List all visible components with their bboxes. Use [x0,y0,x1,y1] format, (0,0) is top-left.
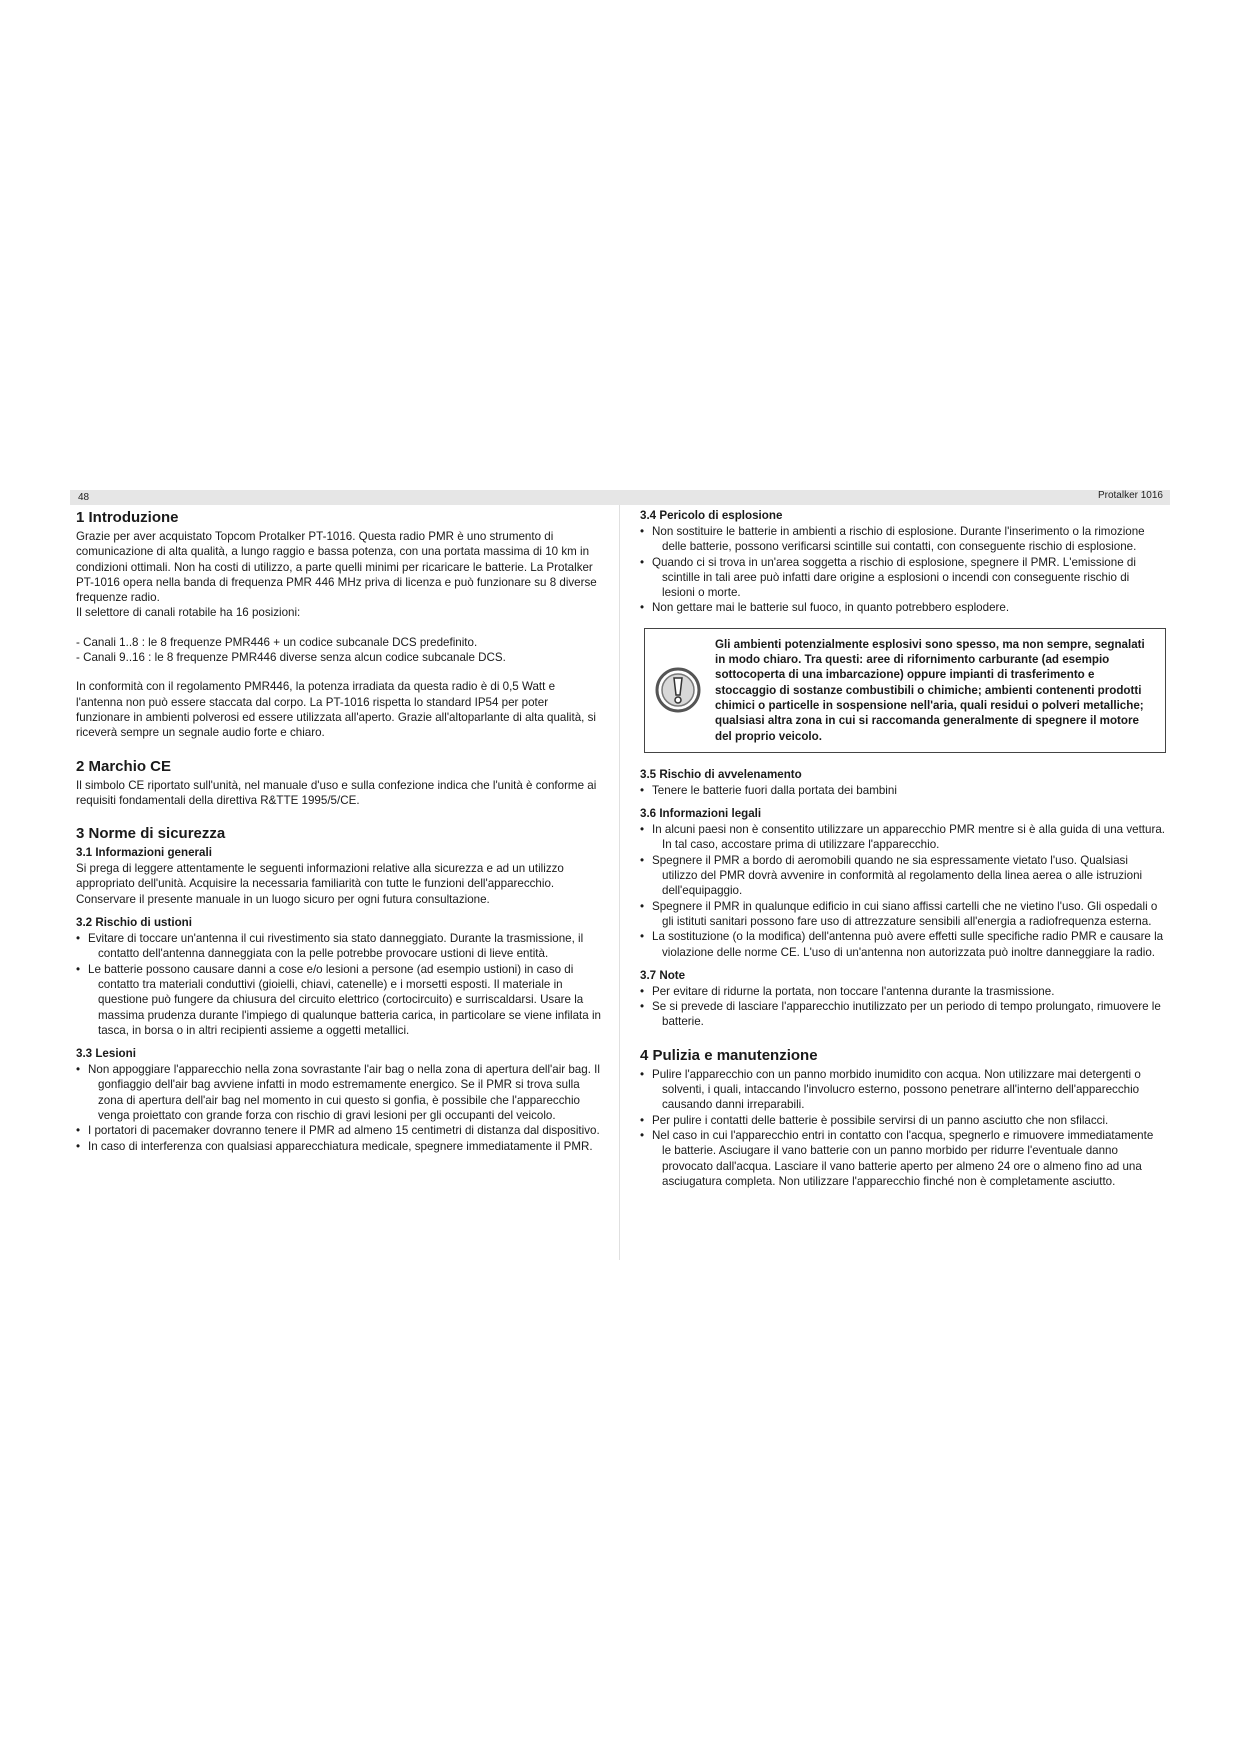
page-number: 48 [78,492,90,503]
left-column [76,508,601,1154]
list-item: • Spegnere il PMR a bordo di aeromobili quando ne sia espressamente vietato l'uso. Qualsiasi utilizzo del PMR dovrà avvenire in conformità al regolamento della linea aerea o alle istruzioni dell'equipaggio. [640,853,1143,898]
list-item: • Le batterie possono causare danni a cose e/o lesioni a persone (ad esempio ustioni) in caso di contatto tra materiali conduttivi (gioielli, chiavi, catenelle) e i morsetti esposti. Il materiale in questione può fungere da chiusura del circuito elettrico (cortocircuito) e surriscaldarsi. Usare la massima prudenza durante l'impiego di qualunque batteria carica, in particolare se viene infilata in tasca, in borsa o in altri recipienti assieme a oggetti metallici. [76,962,601,1037]
intro-paragraph-2: Il selettore di canali rotabile ha 16 posizioni: [76,606,301,620]
subsection-title-informazioni-generali: 3.1 Informazioni generali [76,846,212,860]
general-info-paragraph: Si prega di leggere attentamente le seguenti informazioni relative alla sicurezza e ad un utilizzo appropriato dell'unità. Acquisire la necessaria familiarità con tutte le funzioni dell'apparecchio. Conservare il presente manuale in un luogo sicuro per ogni futura consultazione. [76,862,564,906]
list-item: • Non sostituire le batterie in ambienti a rischio di esplosione. Durante l'inserimento o la rimozione delle batterie, possono verificarsi scintille sui contatti, con conseguente rischio di esplosione. [640,525,1145,554]
list-item: • Non gettare mai le batterie sul fuoco, in quanto potrebbero esplodere. [640,601,1010,615]
page-header-bar [70,490,1170,505]
section-title-marchio-ce: 2 Marchio CE [76,757,172,775]
list-item: • Per pulire i contatti delle batterie è possibile servirsi di un panno asciutto che non sfilacci. [640,1113,1109,1127]
list-item: • Nel caso in cui l'apparecchio entri in contatto con l'acqua, spegnerlo e rimuovere immediatamente le batterie. Asciugare il vano batterie con un panno morbido per ridurre l'eventuale danno provocato dall'acqua. Lasciare il vano batterie aperto per almeno 24 ore o almeno fino ad una asciugatura completa. Non utilizzare l'apparecchio finché non è completamente asciutto. [640,1128,1154,1188]
exclamation-warning-icon [655,664,701,716]
list-item: • La sostituzione (o la modifica) dell'antenna può avere effetti sulle specifiche radio PMR e causare la violazione delle norme CE. L'uso di un'antenna non autorizzata può inoltre danneggiare la radio. [640,930,1164,959]
list-item: • In alcuni paesi non è consentito utilizzare un apparecchio PMR mentre si è alla guida di una vettura. In tal caso, accostare prima di utilizzare l'apparecchio. [640,823,1166,852]
list-item: • Non appoggiare l'apparecchio nella zona sovrastante l'air bag o nella zona di apertura dell'air bag. Il gonfiaggio dell'air bag avviene infatti in modo estremamente energico. Se il PMR si trova sulla zona di apertura dell'air bag nel momento in cui questo si gonfia, è possibile che l'apparecchio venga proiettato con grande forza con rischio di gravi lesioni per gli occupanti del veicolo. [76,1063,600,1123]
section-title-introduzione: 1 Introduzione [76,509,179,526]
subsection-title-avvelenamento: 3.5 Rischio di avvelenamento [640,767,802,781]
section-title-norme-sicurezza: 3 Norme di sicurezza [76,825,226,843]
intro-paragraph-3: In conformità con il regolamento PMR446, la potenza irradiata da questa radio è di 0,5 Watt e l'antenna non può essere staccata dal corpo. La PT-1016 rispetta lo standard IP54 per poter funzionare in ambienti polverosi ed essere utilizzata all'aperto. Grazie all'altoparlante di alta qualità, si riceverà sempre un segnale audio forte e chiaro. [76,680,596,740]
list-item: • I portatori di pacemaker dovranno tenere il PMR ad almeno 15 centimetri di distanza dal dispositivo. [76,1124,600,1138]
warning-text: Gli ambienti potenzialmente esplosivi sono spesso, ma non sempre, segnalati in modo chiaro. Tra questi: aree di rifornimento carburante (ad esempio sottocoperta di una imbarcazione) oppure impianti di trasferimento e stoccaggio di sostanze combustibili o chimiche; ambienti contenenti prodotti chimici o particelle in sospensione nell'aria, quali residui o polveri metalliche; qualsiasi altra zona in cui si raccomanda generalmente di spegnere il motore del proprio veicolo. [715,637,1145,743]
channel-line-1: - Canali 1..8 : le 8 frequenze PMR446 + un codice subcanale DCS predefinito. [76,635,478,649]
list-item: • Se si prevede di lasciare l'apparecchio inutilizzato per un periodo di tempo prolungato, rimuovere le batterie. [640,1000,1161,1029]
subsection-title-pericolo-esplosione: 3.4 Pericolo di esplosione [640,509,783,522]
running-title: Protalker 1016 [1097,490,1163,501]
ce-paragraph: Il simbolo CE riportato sull'unità, nel manuale d'uso e sulla confezione indica che l'unità è conforme ai requisiti fondamentali della direttiva R&TTE 1995/5/CE. [76,778,597,807]
warning-box [644,628,1166,753]
subsection-title-rischio-ustioni: 3.2 Rischio di ustioni [76,916,192,930]
list-item: • Spegnere il PMR in qualunque edificio in cui siano affissi cartelli che ne vietino l'uso. Gli ospedali o gli istituti sanitari possono fare uso di attrezzature sensibili all'energia a radiofrequenza esterna. [640,899,1158,928]
channel-line-2: - Canali 9..16 : le 8 frequenze PMR446 diverse senza alcun codice subcanale DCS. [76,651,506,665]
list-item: • Per evitare di ridurne la portata, non toccare l'antenna durante la trasmissione. [640,984,1055,998]
intro-paragraph-1: Grazie per aver acquistato Topcom Protalker PT-1016. Questa radio PMR è uno strumento di comunicazione di alta qualità, a lungo raggio e bassa potenza, con una portata massima di 10 km in condizioni ottimali. Non ha costi di utilizzo, a parte quelli minimi per ricaricare le batterie. La Protalker PT-1016 opera nella banda di frequenza PMR 446 MHz priva di licenza e può funzionare su 8 diverse frequenze radio. [76,530,597,605]
column-divider [619,505,620,1260]
list-item: • Tenere le batterie fuori dalla portata dei bambini [640,783,897,797]
subsection-title-note: 3.7 Note [640,968,686,982]
list-item: • In caso di interferenza con qualsiasi apparecchiatura medicale, spegnere immediatamente il PMR. [76,1139,593,1153]
right-column [640,508,1165,1189]
section-title-pulizia-manutenzione: 4 Pulizia e manutenzione [640,1046,818,1064]
list-item: • Pulire l'apparecchio con un panno morbido inumidito con acqua. Non utilizzare mai detergenti o solventi, i quali, intaccando l'involucro esterno, possono penetrare all'interno dell'apparecchio causando danni irreparabili. [640,1067,1141,1112]
subsection-title-lesioni: 3.3 Lesioni [76,1047,136,1061]
subsection-title-informazioni-legali: 3.6 Informazioni legali [640,807,762,821]
list-item: • Evitare di toccare un'antenna il cui rivestimento sia stato danneggiato. Durante la trasmissione, il contatto dell'antenna danneggiata con la pelle potrebbe provocare ustioni di lieve entità. [76,932,584,961]
list-item: • Quando ci si trova in un'area soggetta a rischio di esplosione, spegnere il PMR. L'emissione di scintille in tali aree può infatti dare origine a esplosioni o incendi con conseguente rischio di lesioni o morte. [640,555,1136,600]
